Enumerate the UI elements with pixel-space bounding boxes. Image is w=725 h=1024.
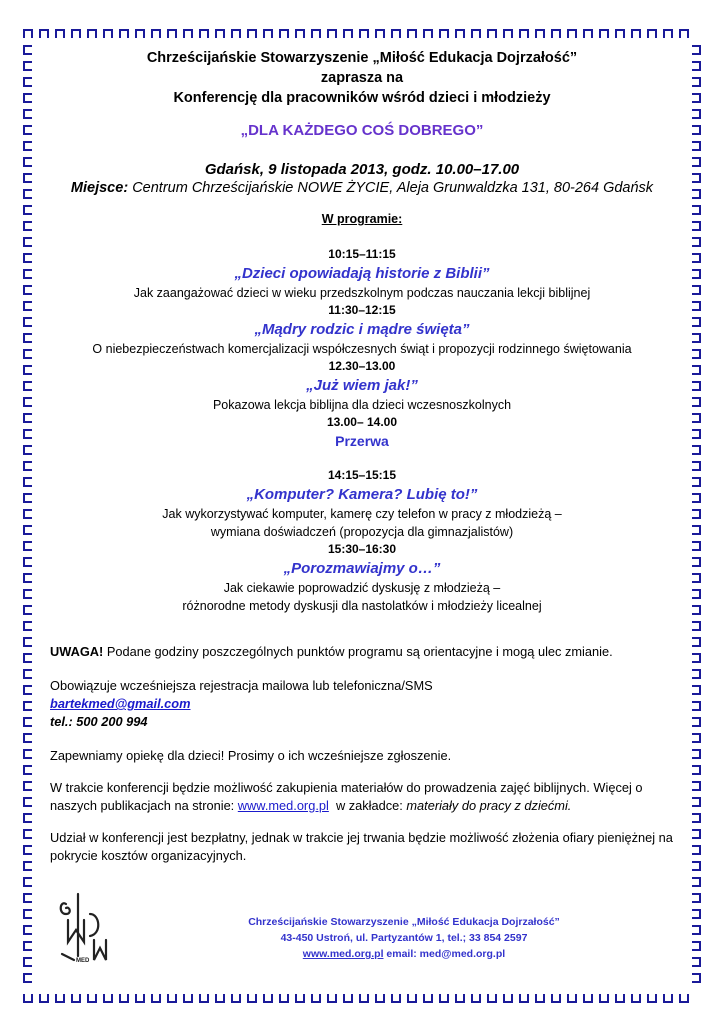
- border-ornament: [692, 782, 700, 790]
- border-ornament: [692, 894, 700, 902]
- border-ornament: [440, 994, 448, 1002]
- border-ornament: [24, 654, 32, 662]
- program-title: „Porozmawiajmy o…”: [283, 560, 441, 577]
- footer-email: email: med@med.org.pl: [383, 948, 506, 960]
- program-time: 11:30–12:15: [328, 303, 396, 317]
- place-label: Miejsce:: [70, 180, 129, 196]
- border-ornament: [24, 590, 32, 598]
- border-ornament: [692, 862, 700, 870]
- border-ornament: [104, 994, 112, 1002]
- border-ornament: [24, 430, 32, 438]
- border-ornament: [692, 606, 700, 614]
- border-ornament: [264, 994, 272, 1002]
- border-ornament: [24, 718, 32, 726]
- border-ornament: [692, 302, 700, 310]
- border-ornament: [136, 994, 144, 1002]
- email-link[interactable]: bartekmed@gmail.com: [50, 696, 191, 711]
- program-desc: Pokazowa lekcja biblijna dla dzieci wczesnoszkolnych: [212, 398, 512, 412]
- footer-address: 43-450 Ustroń, ul. Partyzantów 1, tel.; 33 854 2597: [280, 932, 528, 944]
- program-desc: Jak wykorzystywać komputer, kamerę czy telefon w pracy z młodzieżą –: [162, 507, 562, 521]
- border-ornament: [456, 994, 464, 1002]
- border-ornament: [472, 994, 480, 1002]
- border-ornament: [216, 30, 224, 38]
- materials-text: W trakcie konferencji będzie możliwość zakupienia materiałów do prowadzenia zajęć biblijnych. Więcej o naszych publikacjach na stronie:: [50, 780, 643, 813]
- border-ornament: [24, 510, 32, 518]
- care-paragraph: Zapewniamy opiekę dla dzieci! Prosimy o ich wcześniejsze zgłoszenie.: [50, 748, 452, 763]
- border-ornament: [680, 994, 688, 1002]
- border-ornament: [24, 366, 32, 374]
- program-desc: O niebezpieczeństwach komercjalizacji współczesnych świąt i propozycji rodzinnego świętowania: [92, 342, 632, 356]
- border-ornament: [280, 994, 288, 1002]
- materials-text-2: w zakładce:: [328, 798, 407, 813]
- border-ornament: [440, 30, 448, 38]
- border-ornament: [24, 94, 32, 102]
- border-ornament: [408, 30, 416, 38]
- border-ornament: [24, 622, 32, 630]
- border-ornament: [152, 30, 160, 38]
- border-ornament: [24, 302, 32, 310]
- border-ornament: [24, 110, 32, 118]
- border-ornament: [692, 366, 700, 374]
- date-line: Gdańsk, 9 listopada 2013, godz. 10.00–17.00: [204, 161, 520, 178]
- border-ornament: [24, 126, 32, 134]
- border-ornament: [40, 30, 48, 38]
- border-ornament: [24, 334, 32, 342]
- border-ornament: [692, 590, 700, 598]
- border-ornament: [24, 190, 32, 198]
- border-ornament: [424, 994, 432, 1002]
- border-ornament: [136, 30, 144, 38]
- program-item: [44, 541, 680, 615]
- border-ornament: [692, 558, 700, 566]
- border-ornament: [24, 670, 32, 678]
- program-time: 13.00– 14.00: [326, 415, 398, 429]
- border-ornament: [692, 62, 700, 70]
- border-ornament: [504, 994, 512, 1002]
- border-ornament: [692, 126, 700, 134]
- notice-text: Podane godziny poszczególnych punktów programu są orientacyjne i mogą ulec zmianie.: [103, 644, 613, 659]
- border-ornament: [24, 286, 32, 294]
- border-ornament: [24, 942, 32, 950]
- border-ornament: [692, 254, 700, 262]
- fee-paragraph: Udział w konferencji jest bezpłatny, jednak w trakcie jej trwania będzie możliwość złożenia ofiary pieniężnej na pokrycie kosztów organizacyjnych.: [50, 830, 673, 863]
- border-ornament: [248, 30, 256, 38]
- border-ornament: [692, 206, 700, 214]
- materials-paragraph: [44, 779, 680, 815]
- border-ornament: [24, 574, 32, 582]
- program-time: 15:30–16:30: [327, 542, 397, 556]
- border-ornament: [692, 750, 700, 758]
- border-ornament: [692, 798, 700, 806]
- border-ornament: [24, 702, 32, 710]
- border-ornament: [692, 638, 700, 646]
- border-ornament: [692, 462, 700, 470]
- border-ornament: [392, 30, 400, 38]
- border-ornament: [344, 994, 352, 1002]
- border-ornament: [24, 542, 32, 550]
- border-ornament: [24, 158, 32, 166]
- border-ornament: [24, 414, 32, 422]
- program-list: [44, 246, 680, 615]
- program-item: [44, 358, 680, 414]
- border-ornament: [692, 414, 700, 422]
- border-ornament: [632, 30, 640, 38]
- border-ornament: [24, 994, 32, 1002]
- border-ornament: [504, 30, 512, 38]
- border-ornament: [24, 958, 32, 966]
- website-link[interactable]: www.med.org.pl: [237, 798, 329, 813]
- border-ornament: [692, 654, 700, 662]
- header: [44, 48, 680, 108]
- border-ornament: [616, 994, 624, 1002]
- border-ornament: [692, 622, 700, 630]
- registration-paragraph: [44, 677, 680, 731]
- border-ornament: [24, 174, 32, 182]
- border-ornament: [168, 994, 176, 1002]
- border-ornament: [692, 830, 700, 838]
- border-ornament: [200, 994, 208, 1002]
- border-ornament: [24, 350, 32, 358]
- border-ornament: [24, 478, 32, 486]
- border-ornament: [328, 30, 336, 38]
- border-ornament: [692, 542, 700, 550]
- program-desc: wymiana doświadczeń (propozycja dla gimnazjalistów): [210, 525, 514, 539]
- border-ornament: [692, 494, 700, 502]
- program-time: 14:15–15:15: [327, 468, 397, 482]
- notice-bold: UWAGA!: [50, 644, 104, 659]
- border-ornament: [692, 942, 700, 950]
- border-ornament: [56, 30, 64, 38]
- border-ornament: [24, 398, 32, 406]
- border-ornament: [312, 994, 320, 1002]
- border-ornament: [692, 142, 700, 150]
- border-ornament: [692, 702, 700, 710]
- border-ornament: [24, 638, 32, 646]
- border-ornament: [552, 30, 560, 38]
- border-ornament: [24, 318, 32, 326]
- border-ornament: [24, 206, 32, 214]
- border-ornament: [692, 574, 700, 582]
- place-value: Centrum Chrześcijańskie NOWE ŻYCIE, Aleja Grunwaldzka 131, 80-264 Gdańsk: [132, 180, 654, 196]
- border-ornament: [568, 30, 576, 38]
- border-ornament: [692, 46, 700, 54]
- border-ornament: [24, 526, 32, 534]
- logo-text: MED: [76, 958, 90, 964]
- border-ornament: [24, 846, 32, 854]
- border-ornament: [692, 718, 700, 726]
- program-item-break: [44, 414, 680, 451]
- border-ornament: [568, 994, 576, 1002]
- border-ornament: [24, 814, 32, 822]
- border-ornament: [692, 94, 700, 102]
- border-ornament: [648, 994, 656, 1002]
- border-ornament: [232, 994, 240, 1002]
- border-ornament: [692, 382, 700, 390]
- footer: [224, 914, 584, 962]
- border-ornament: [692, 286, 700, 294]
- border-ornament: [24, 30, 32, 38]
- border-ornament: [692, 910, 700, 918]
- program-item: [44, 246, 680, 302]
- materials-section: materiały do pracy z dziećmi.: [406, 798, 572, 813]
- invite-line: zaprasza na: [320, 70, 404, 86]
- border-ornament: [692, 222, 700, 230]
- border-ornament: [692, 158, 700, 166]
- flyer-content: [44, 48, 680, 978]
- border-ornament: [184, 30, 192, 38]
- border-ornament: [328, 994, 336, 1002]
- border-ornament: [24, 382, 32, 390]
- border-ornament: [24, 78, 32, 86]
- border-ornament: [552, 994, 560, 1002]
- border-ornament: [692, 350, 700, 358]
- border-ornament: [232, 30, 240, 38]
- border-ornament: [24, 894, 32, 902]
- border-ornament: [280, 30, 288, 38]
- border-ornament: [692, 430, 700, 438]
- program-title: „Już wiem jak!”: [306, 377, 418, 394]
- place-line: [44, 180, 680, 196]
- border-ornament: [488, 30, 496, 38]
- conference-title: „DLA KAŻDEGO COŚ DOBREGO”: [240, 122, 484, 139]
- border-ornament: [692, 334, 700, 342]
- border-ornament: [24, 862, 32, 870]
- phone-number: tel.: 500 200 994: [50, 714, 148, 729]
- border-ornament: [692, 814, 700, 822]
- program-item: [44, 302, 680, 358]
- footer-org: Chrześcijańskie Stowarzyszenie „Miłość Edukacja Dojrzałość”: [248, 916, 560, 928]
- border-ornament: [648, 30, 656, 38]
- program-time: 12.30–13.00: [328, 359, 396, 373]
- border-ornament: [24, 926, 32, 934]
- border-ornament: [120, 30, 128, 38]
- border-ornament: [344, 30, 352, 38]
- conference-name: Konferencję dla pracowników wśród dzieci i młodzieży: [173, 90, 551, 106]
- border-ornament: [24, 142, 32, 150]
- program-item: [44, 467, 680, 541]
- border-ornament: [24, 462, 32, 470]
- border-ornament: [168, 30, 176, 38]
- border-ornament: [664, 30, 672, 38]
- border-ornament: [520, 994, 528, 1002]
- border-ornament: [216, 994, 224, 1002]
- border-ornament: [692, 174, 700, 182]
- border-ornament: [600, 30, 608, 38]
- border-ornament: [488, 994, 496, 1002]
- border-ornament: [200, 30, 208, 38]
- border-ornament: [424, 30, 432, 38]
- border-ornament: [692, 766, 700, 774]
- border-ornament: [692, 958, 700, 966]
- border-ornament: [692, 318, 700, 326]
- border-ornament: [692, 398, 700, 406]
- border-ornament: [24, 254, 32, 262]
- border-ornament: [472, 30, 480, 38]
- border-ornament: [692, 446, 700, 454]
- program-heading: W programie:: [321, 212, 403, 226]
- border-ornament: [24, 782, 32, 790]
- program-desc: Jak ciekawie poprowadzić dyskusję z młodzieżą –: [223, 581, 501, 595]
- border-ornament: [264, 30, 272, 38]
- registration-text: Obowiązuje wcześniejsza rejestracja mailowa lub telefoniczna/SMS: [50, 678, 433, 693]
- border-ornament: [692, 110, 700, 118]
- break-label: Przerwa: [335, 433, 389, 449]
- border-ornament: [40, 994, 48, 1002]
- border-ornament: [312, 30, 320, 38]
- border-ornament: [600, 994, 608, 1002]
- border-ornament: [184, 994, 192, 1002]
- border-ornament: [664, 994, 672, 1002]
- border-ornament: [692, 270, 700, 278]
- border-ornament: [56, 994, 64, 1002]
- border-ornament: [24, 686, 32, 694]
- border-ornament: [584, 30, 592, 38]
- border-ornament: [248, 994, 256, 1002]
- border-ornament: [376, 30, 384, 38]
- footer-website-link[interactable]: www.med.org.pl: [302, 948, 384, 960]
- border-ornament: [24, 270, 32, 278]
- program-title: „Mądry rodzic i mądre święta”: [254, 321, 470, 338]
- border-ornament: [692, 238, 700, 246]
- notice-paragraph: [44, 643, 680, 661]
- border-ornament: [692, 734, 700, 742]
- border-ornament: [24, 734, 32, 742]
- border-ornament: [692, 190, 700, 198]
- border-ornament: [24, 974, 32, 982]
- border-ornament: [692, 926, 700, 934]
- border-ornament: [296, 30, 304, 38]
- border-ornament: [692, 78, 700, 86]
- border-ornament: [24, 494, 32, 502]
- border-ornament: [24, 446, 32, 454]
- border-ornament: [88, 30, 96, 38]
- border-ornament: [152, 994, 160, 1002]
- program-title: „Komputer? Kamera? Lubię to!”: [246, 486, 478, 503]
- border-ornament: [536, 30, 544, 38]
- border-ornament: [24, 798, 32, 806]
- organizer-name: Chrześcijańskie Stowarzyszenie „Miłość Edukacja Dojrzałość”: [146, 50, 578, 66]
- border-ornament: [692, 510, 700, 518]
- border-ornament: [296, 994, 304, 1002]
- border-ornament: [692, 526, 700, 534]
- border-ornament: [692, 878, 700, 886]
- border-ornament: [24, 766, 32, 774]
- border-ornament: [24, 606, 32, 614]
- border-ornament: [692, 478, 700, 486]
- border-ornament: [692, 974, 700, 982]
- border-ornament: [584, 994, 592, 1002]
- border-ornament: [24, 558, 32, 566]
- border-ornament: [360, 994, 368, 1002]
- border-ornament: [24, 878, 32, 886]
- program-time: 10:15–11:15: [328, 247, 396, 261]
- border-ornament: [632, 994, 640, 1002]
- border-ornament: [120, 994, 128, 1002]
- border-ornament: [392, 994, 400, 1002]
- program-title: „Dzieci opowiadają historie z Biblii”: [234, 265, 490, 282]
- border-ornament: [520, 30, 528, 38]
- border-ornament: [24, 46, 32, 54]
- border-ornament: [360, 30, 368, 38]
- border-ornament: [680, 30, 688, 38]
- border-ornament: [24, 750, 32, 758]
- border-ornament: [24, 62, 32, 70]
- program-desc: Jak zaangażować dzieci w wieku przedszkolnym podczas nauczania lekcji biblijnej: [133, 286, 591, 300]
- border-ornament: [88, 994, 96, 1002]
- program-desc: różnorodne metody dyskusji dla nastolatków i młodzieży licealnej: [182, 599, 542, 613]
- med-logo: [52, 890, 112, 964]
- border-ornament: [616, 30, 624, 38]
- border-ornament: [536, 994, 544, 1002]
- border-ornament: [692, 670, 700, 678]
- border-ornament: [376, 994, 384, 1002]
- border-ornament: [456, 30, 464, 38]
- border-ornament: [692, 686, 700, 694]
- border-ornament: [408, 994, 416, 1002]
- border-ornament: [72, 994, 80, 1002]
- border-ornament: [24, 238, 32, 246]
- border-ornament: [104, 30, 112, 38]
- border-ornament: [692, 846, 700, 854]
- border-ornament: [72, 30, 80, 38]
- border-ornament: [24, 910, 32, 918]
- border-ornament: [24, 830, 32, 838]
- border-ornament: [24, 222, 32, 230]
